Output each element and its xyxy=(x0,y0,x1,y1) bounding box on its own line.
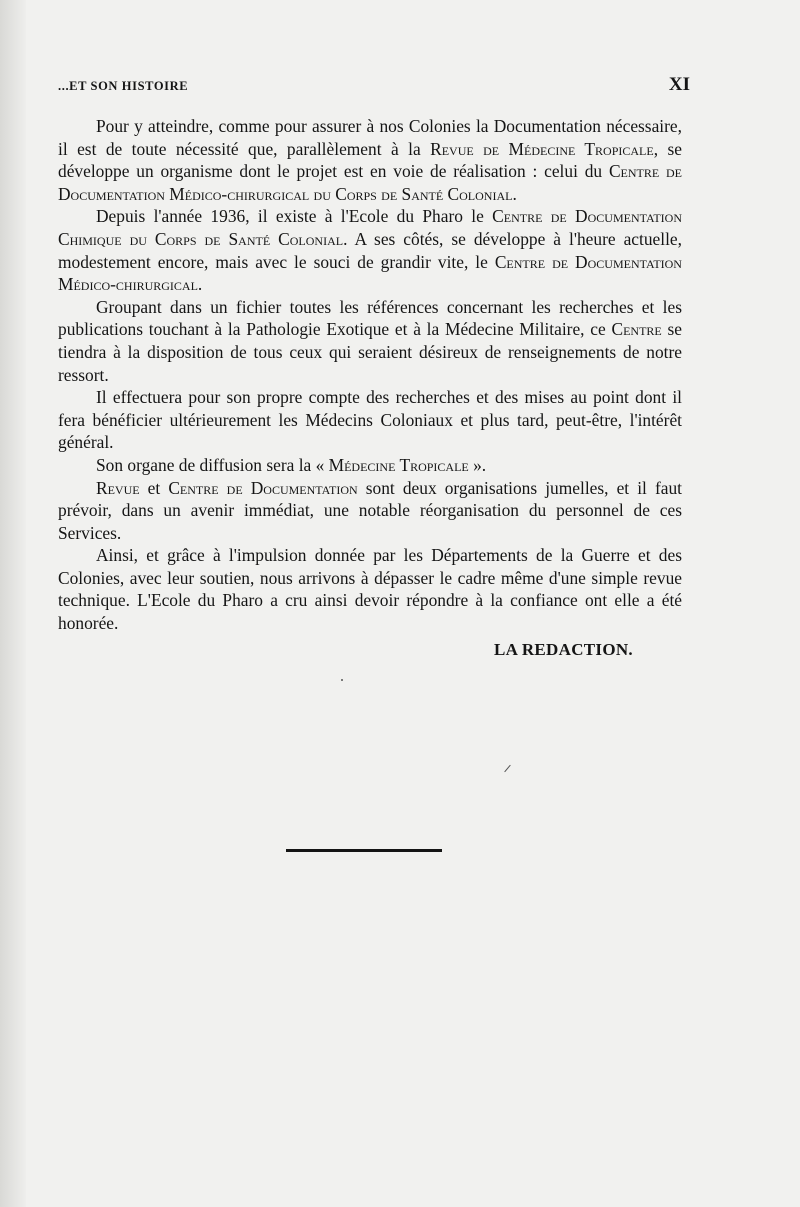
text-run: Depuis l'année 1936, il existe à l'Ecole du Pharo le xyxy=(96,206,493,227)
paragraph-5 xyxy=(58,454,682,477)
page-edge-shadow xyxy=(0,0,26,1207)
text-run: se tiendra à la disposition de tous ceux qui seraient désireux de renseignements de notre ressort. xyxy=(58,319,682,385)
text-run: ». xyxy=(468,454,487,475)
text-run: Pour y atteindre, comme pour assurer à nos Colonies la Documentation nécessaire, il est de toute nécessité que, parallèlement à la xyxy=(58,116,682,159)
paragraph-6 xyxy=(58,477,682,545)
text-run: . xyxy=(197,274,203,295)
organisation-name: Centre de Documentation Médico-chirurgical xyxy=(58,251,682,295)
running-head xyxy=(58,74,690,96)
text-run: et xyxy=(139,477,169,498)
page-number: XI xyxy=(668,74,690,95)
end-rule xyxy=(286,849,442,852)
ink-speck xyxy=(504,765,511,773)
text-run: Ainsi, et grâce à l'impulsion donnée par les Départements de la Guerre et des Colonies, avec leur soutien, nous arrivons à dépasser le cadre même d'une simple revue technique. L'Ecole du Pharo a cru ainsi devoir répondre à la confiance ont elle a été honorée. xyxy=(58,545,682,634)
signature: LA REDACTION. xyxy=(494,640,633,659)
paragraph-2 xyxy=(58,205,682,295)
paragraph-1 xyxy=(58,115,682,205)
paragraph-3 xyxy=(58,296,682,386)
organisation-name: Centre de Documentation Médico-chirurgical du Corps de Santé Colonial xyxy=(58,161,683,204)
ink-speck xyxy=(341,679,343,681)
paragraph-4 xyxy=(58,386,682,454)
text-run: Groupant dans un fichier toutes les références concernant les recherches et les publications touchant à la Pathologie Exotique et à la Médecine Militaire, ce xyxy=(58,296,682,340)
text-run: , se développe un organisme dont le projet est en voie de réalisation : celui du xyxy=(58,138,682,182)
organisation-name: Centre xyxy=(611,319,662,340)
organisation-name: Centre de Documentation Chimique du Corps de Santé Colonial xyxy=(58,206,682,249)
text-run: . xyxy=(512,183,517,204)
text-run: sont deux organisations jumelles, et il faut prévoir, dans un avenir immédiat, une notable réorganisation du personnel de ces Services. xyxy=(58,477,682,543)
body-text xyxy=(58,115,682,635)
journal-name: Revue xyxy=(96,477,140,498)
running-title: ...ET SON HISTOIRE xyxy=(58,79,189,93)
text-run: . A ses côtés, se développe à l'heure actuelle, modestement encore, mais avec le souci de grandir vite, le xyxy=(58,228,682,272)
text-run: Il effectuera pour son propre compte des recherches et des mises au point dont il fera bénéficier ultérieurement les Médecins Coloniaux et plus tard, peut-être, l'intérêt général. xyxy=(58,387,682,453)
journal-name: Médecine Tropicale xyxy=(328,454,469,475)
journal-name: Revue de Médecine Tropicale xyxy=(430,138,654,159)
text-run: Son organe de diffusion sera la « xyxy=(96,454,329,475)
organisation-name: Centre de Documentation xyxy=(168,477,358,498)
paragraph-7 xyxy=(58,544,682,634)
